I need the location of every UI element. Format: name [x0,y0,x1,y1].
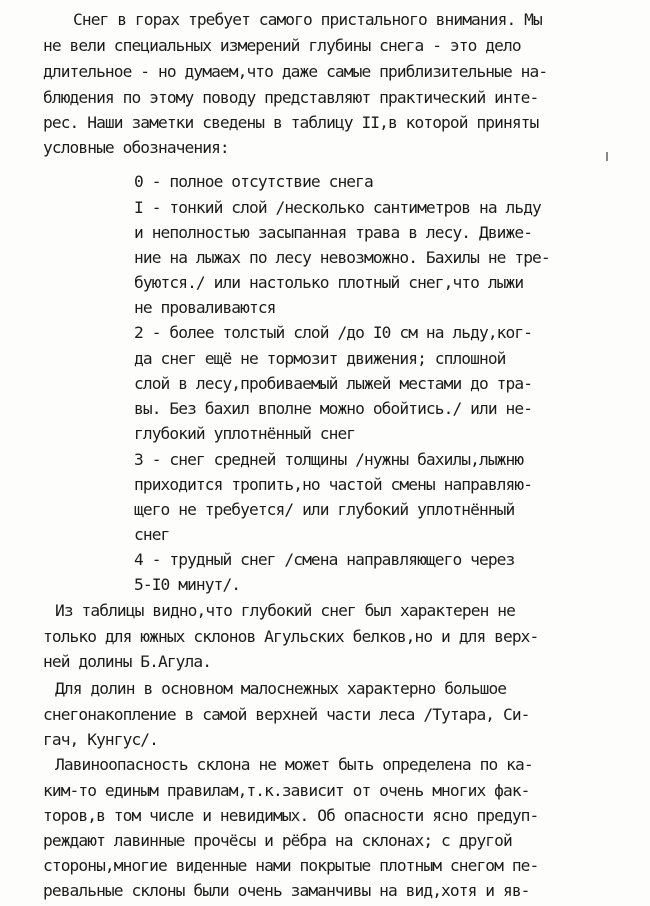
legend-line: да снег ещё не тормозит движения; сплошной [134,349,506,368]
intro-line: длительное - но думаем,что даже самые приблизительные на- [43,62,548,81]
legend-line: приходится тропить,но частой смены направляю- [134,475,533,494]
legend-line: 4 - трудный снег /смена направляющего через [134,550,515,569]
legend-line: снег [134,525,170,544]
legend-line: щего не требуется/ или глубокий уплотнённый [134,500,515,519]
intro-line: условные обозначения: [43,138,229,157]
legend-line: и неполностью засыпанная трава в лесу. Движе- [134,223,533,242]
valleys-paragraph-line: снегонакопление в самой верхней части леса /Тутара, Си- [43,705,530,724]
legend-line: I - тонкий слой /несколько сантиметров на льду [134,198,541,217]
table-paragraph-line: Из таблицы видно,что глубокий снег был характерен не [55,601,515,620]
legend-line: слой в лесу,пробиваемый лыжей местами до тра- [134,374,533,393]
valleys-paragraph-line: гач, Кунгус/. [43,730,158,749]
avalanche-paragraph-line: ревальные склоны были очень заманчивы на вид,хотя и яв- [43,881,530,900]
legend-line: вы. Без бахил вполне можно обойтись./ или не- [134,399,533,418]
avalanche-paragraph-line: ким-то единым правилам,т.к.зависит от очень многих фак- [43,781,530,800]
valleys-paragraph-line: Для долин в основном малоснежных характерно большое [55,679,507,698]
avalanche-paragraph-line: Лавиноопасность склона не может быть определена по ка- [55,755,533,774]
table-paragraph-line: ней долины Б.Агула. [43,652,212,671]
intro-line: блюдения по этому поводу представляют практический инте- [43,88,539,107]
legend-line: 3 - снег средней толщины /нужны бахилы,лыжню [134,450,524,469]
intro-line: не вели специальных измерений глубины снега - это дело [43,36,521,55]
legend-line: 2 - более толстый слой /до I0 см на льду,ког- [134,323,533,342]
legend-line: буются./ или настолько плотный снег,что лыжи [134,273,524,292]
legend-line: 5-I0 минут/. [134,575,241,594]
legend-line: ние на лыжах по лесу невозможно. Бахилы не тре- [134,248,550,267]
legend-line: глубокий уплотнённый снег [134,424,356,443]
legend-line: не проваливаются [134,298,276,317]
ink-mark [606,152,608,161]
legend-line: 0 - полное отсутствие снега [134,172,373,191]
table-paragraph-line: только для южных склонов Агульских белков,но и для верх- [43,627,539,646]
intro-line: рес. Наши заметки сведены в таблицу II,в которой приняты [43,113,539,132]
intro-line: Снег в горах требует самого пристального внимания. Мы [73,10,542,29]
avalanche-paragraph-line: реждают лавинные прочёсы и рёбра на склонах; с другой [43,831,512,850]
avalanche-paragraph-line: стороны,многие виденные нами покрытые плотным снегом пе- [43,856,539,875]
avalanche-paragraph-line: торов,в том числе и невидимых. Об опасности ясно предуп- [43,806,539,825]
